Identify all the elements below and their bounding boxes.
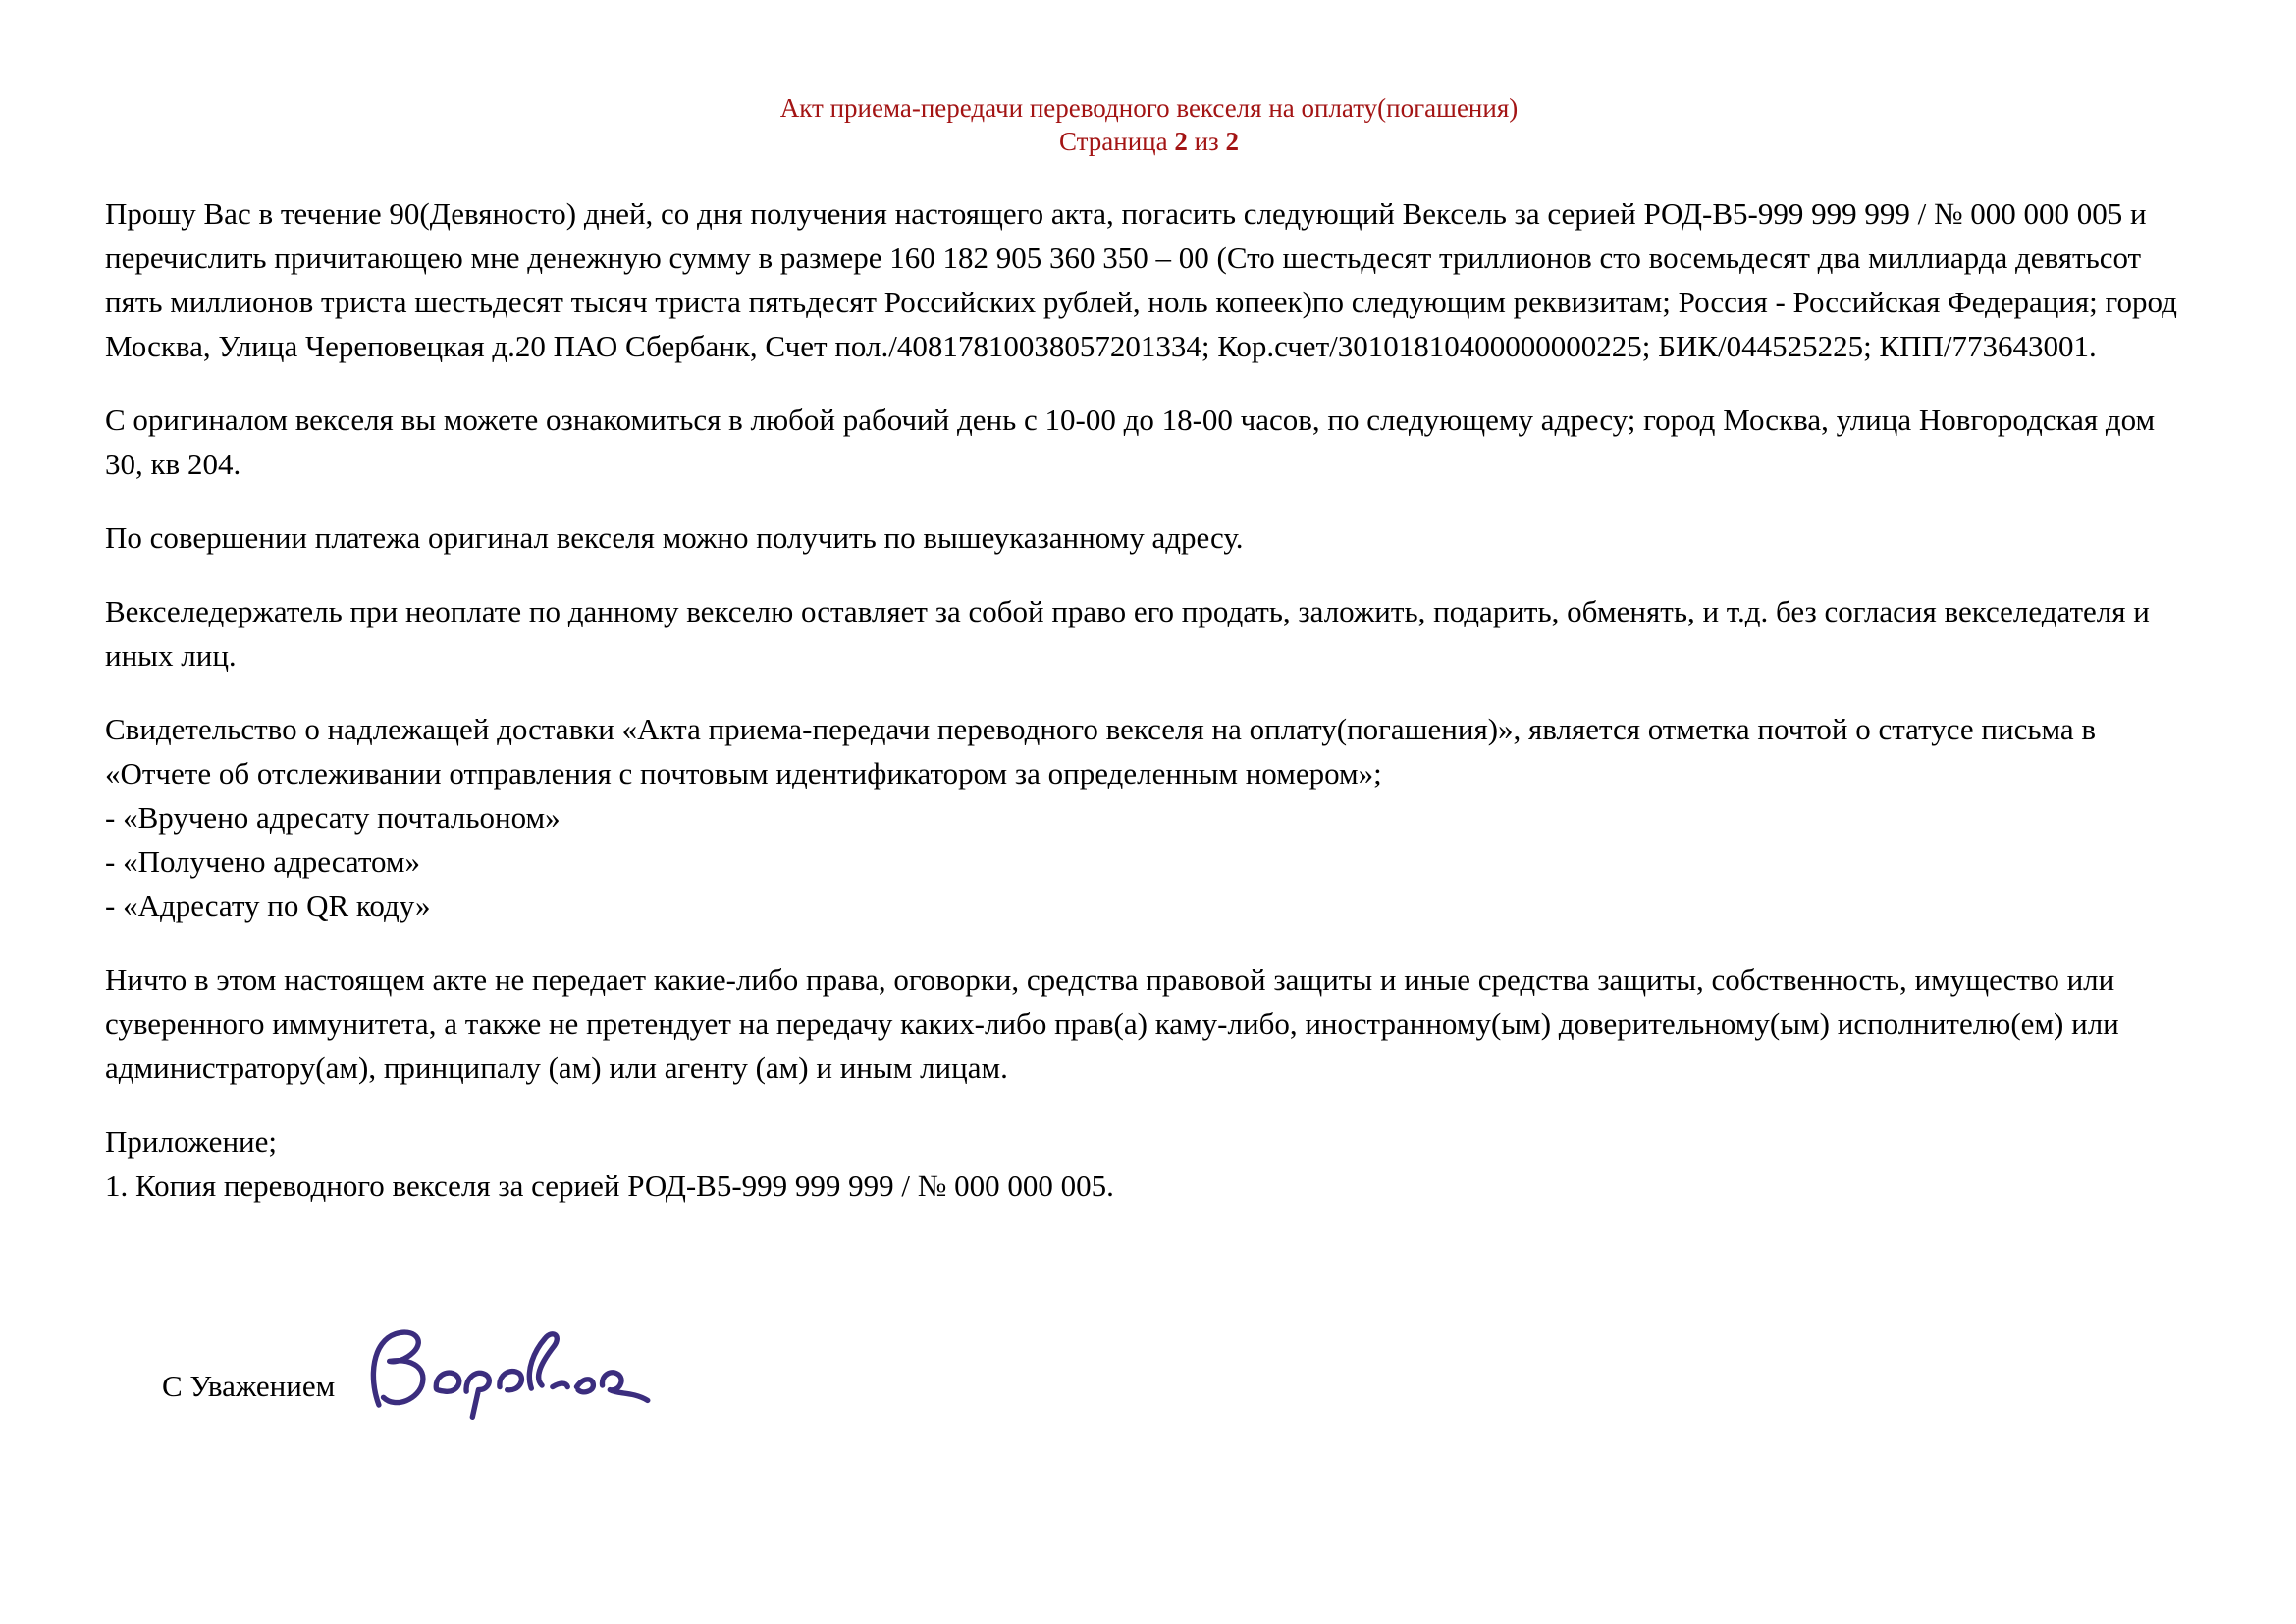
signature-stroke: [374, 1332, 648, 1417]
attachment-title: Приложение;: [105, 1124, 277, 1159]
delivery-status-item: - «Адресату по QR коду»: [105, 889, 431, 923]
document-header: [105, 91, 2193, 158]
page-indicator-total: 2: [1225, 127, 1239, 156]
page-indicator-current: 2: [1174, 127, 1188, 156]
document-title: Акт приема-передачи переводного векселя на оплату(погашения): [779, 93, 1519, 123]
paragraph-delivery-proof: [105, 707, 2193, 928]
signature-label: С Уважением: [162, 1368, 336, 1403]
paragraph-payment-request: Прошу Вас в течение 90(Девяносто) дней, со дня получения настоящего акта, погасить следующий Вексель за серией РОД-В5-999 999 999 / № 000 000 005 и перечислить причитающею мне денежную сумму в размере 160 182 905 360 350 – 00 (Сто шестьдесят триллионов сто восемьдесят два миллиарда девятьсот пять миллионов триста шестьдесят тысяч триста пятьдесят Российских рублей, ноль копеек)по следующим реквизитам; Россия - Российская Федерация; город Москва, Улица Череповецкая д.20 ПАО Сбербанк, Счет пол./40817810038057201334; Кор.счет/30101810400000000225; БИК/044525225; КПП/773643001.: [105, 196, 2177, 363]
page-indicator: [105, 125, 2193, 158]
attachment-section: [105, 1119, 2193, 1208]
page-indicator-label: Страница: [1059, 127, 1168, 156]
delivery-proof-intro: Свидетельство о надлежащей доставки «Акта приема-передачи переводного векселя на оплату(погашения)», является отметка почтой о статусе письма в «Отчете об отслеживании отправления с почтовым идентификатором за определенным номером»;: [105, 712, 2097, 790]
document-body: [105, 191, 2193, 1437]
signature-block: [162, 1333, 2193, 1437]
delivery-status-item: - «Вручено адресату почтальоном»: [105, 800, 561, 835]
attachment-item: 1. Копия переводного векселя за серией РОД-В5-999 999 999 / № 000 000 005.: [105, 1168, 1114, 1203]
paragraph-original-viewing: С оригиналом векселя вы можете ознакомиться в любой рабочий день с 10-00 до 18-00 часов, по следующему адресу; город Москва, улица Новгородская дом 30, кв 204.: [105, 403, 2156, 481]
paragraph-no-transfer: Ничто в этом настоящем акте не передает какие-либо права, оговорки, средства правовой защиты и иные средства защиты, собственность, имущество или суверенного иммунитета, а также не претендует на передачу каких-либо прав(а) каму-либо, иностранному(ым) доверительному(ым) исполнителю(ем) или администратору(ам), принципалу (ам) или агенту (ам) и иным лицам.: [105, 962, 2119, 1085]
delivery-status-item: - «Получено адресатом»: [105, 844, 421, 879]
paragraph-holder-rights: Векселедержатель при неоплате по данному векселю оставляет за собой право его продать, заложить, подарить, обменять, и т.д. без согласия векселедателя и иных лиц.: [105, 594, 2150, 673]
paragraph-after-payment: По совершении платежа оригинал векселя можно получить по вышеуказанному адресу.: [105, 520, 1244, 555]
delivery-status-list: [105, 795, 2193, 928]
page-indicator-of: из: [1194, 127, 1219, 156]
signature-handwriting-icon: [362, 1316, 657, 1437]
